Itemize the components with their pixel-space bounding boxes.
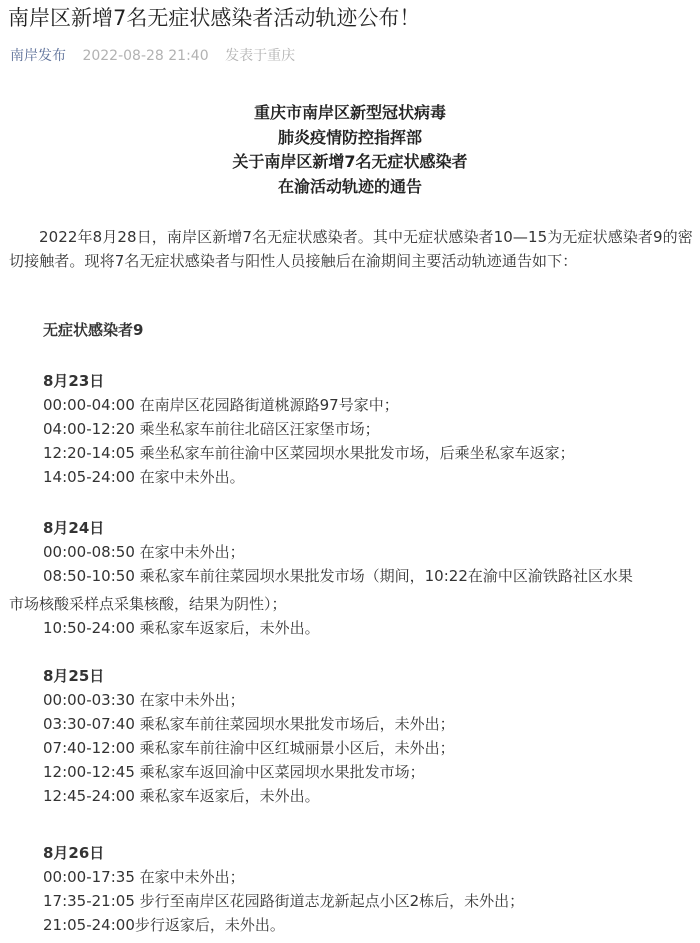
article-meta — [10, 46, 295, 66]
account-link[interactable]: 南岸发布 — [10, 48, 66, 64]
itinerary-entry: 03:30-07:40 乘私家车前往菜园坝水果批发市场后，未外出； — [43, 715, 455, 733]
notice-header-line: 在渝活动轨迹的通告 — [277, 176, 422, 196]
intro-paragraph: 2022年8月28日，南岸区新增7名无症状感染者。其中无症状感染者10—15为无症状感染者9的密切接触者。现将7名无症状感染者与阳性人员接触后在渝期间主要活动轨迹通告如下： — [9, 228, 693, 270]
itinerary-entry: 14:05-24:00 在家中未外出。 — [43, 468, 245, 486]
day-section — [43, 369, 575, 489]
itinerary-entry: 04:00-12:20 乘坐私家车前往北碚区汪家堡市场； — [43, 420, 380, 438]
itinerary-entry-continuation: 市场核酸采样点采集核酸，结果为阴性）； — [9, 595, 287, 613]
itinerary-entry: 00:00-17:35 在家中未外出； — [43, 868, 245, 886]
itinerary-entry: 00:00-08:50 在家中未外出； — [43, 543, 245, 561]
itinerary-entry: 17:35-21:05 步行至南岸区花园路街道志龙新起点小区2栋后，未外出； — [43, 892, 525, 910]
itinerary-entry: 12:00-12:45 乘私家车返回渝中区菜园坝水果批发市场； — [43, 763, 425, 781]
article-title: 南岸区新增7名无症状感染者活动轨迹公布！ — [8, 6, 421, 30]
notice-header-line: 肺炎疫情防控指挥部 — [277, 127, 422, 147]
itinerary-entry: 00:00-04:00 在南岸区花园路街道桃源路97号家中； — [43, 396, 399, 414]
itinerary-entry: 12:45-24:00 乘私家车返家后，未外出。 — [43, 787, 320, 805]
itinerary-entry: 21:05-24:00步行返家后，未外出。 — [43, 916, 285, 934]
day-section — [43, 841, 524, 937]
day-date: 8月25日 — [43, 667, 105, 685]
day-date: 8月24日 — [43, 519, 105, 537]
itinerary-entry: 10:50-24:00 乘私家车返家后，未外出。 — [43, 619, 320, 637]
itinerary-entry: 08:50-10:50 乘私家车前往菜园坝水果批发市场（期间，10:22在渝中区渝铁路社区水果 — [43, 567, 633, 585]
itinerary-entry: 07:40-12:00 乘私家车前往渝中区红城丽景小区后，未外出； — [43, 739, 455, 757]
publish-datetime: 2022-08-28 21:40 — [82, 48, 209, 64]
day-date: 8月23日 — [43, 372, 105, 390]
day-section — [43, 664, 455, 808]
itinerary-entry: 12:20-14:05 乘坐私家车前往渝中区菜园坝水果批发市场，后乘坐私家车返家； — [43, 444, 575, 462]
day-section — [43, 516, 633, 588]
publish-location: 发表于重庆 — [225, 48, 296, 64]
notice-header-line: 关于南岸区新增7名无症状感染者 — [232, 152, 468, 171]
day-section-cont — [43, 616, 320, 640]
case-heading: 无症状感染者9 — [43, 321, 144, 339]
notice-header-line: 重庆市南岸区新型冠状病毒 — [253, 103, 446, 122]
case-title — [43, 318, 143, 342]
notice-header — [0, 101, 700, 199]
itinerary-entry: 00:00-03:30 在家中未外出； — [43, 691, 245, 709]
day-date: 8月26日 — [43, 844, 105, 862]
